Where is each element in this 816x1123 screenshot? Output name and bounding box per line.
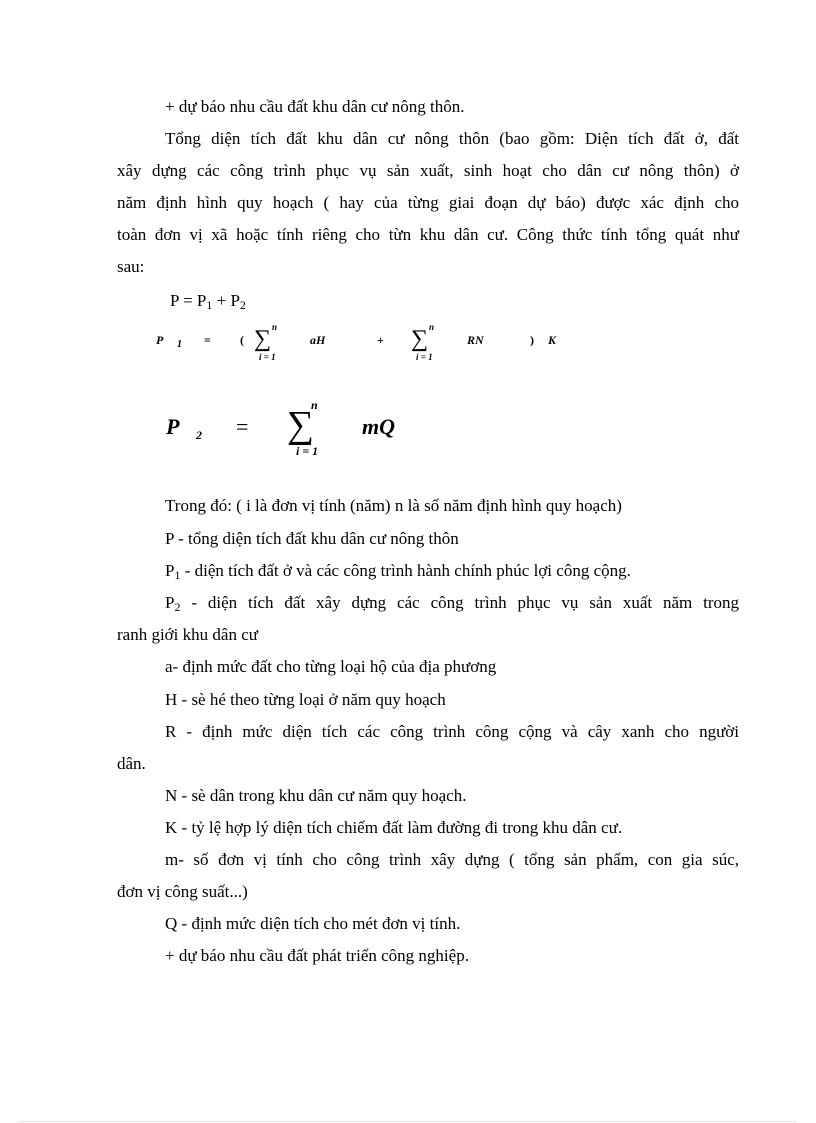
definition-p2-symbol: P — [165, 593, 175, 612]
formula-p1-lhs-sub: 1 — [177, 339, 182, 350]
definition-h: H - sè hé theo từng loại ở năm quy hoạch — [165, 690, 446, 709]
heading-industrial-forecast: + dự báo nhu cầu đất phát triển công nghiệp. — [165, 946, 469, 965]
formula-total-text-a: P = P — [170, 291, 207, 310]
formula-p1-lower-2: i = 1 — [416, 352, 433, 362]
definition-p1-text: - diện tích đất ở và các công trình hành chính phúc lợi công cộng. — [180, 561, 631, 580]
formula-p1-close-paren: ) — [530, 333, 534, 347]
formula-p1-sigma-1: ∑ — [254, 326, 272, 352]
definition-r-cont: dân. — [117, 754, 146, 773]
definition-a: a- định mức đất cho từng loại hộ của địa phương — [165, 657, 497, 676]
formula-p2-equals: = — [236, 414, 249, 439]
definition-n: N - sè dân trong khu dân cư năm quy hoạch. — [165, 786, 467, 805]
paragraph-line: Tổng diện tích đất khu dân cư nông thôn (bao gồm: Diện tích đất ở, đất — [165, 129, 739, 148]
formula-p2-lhs-sub: 2 — [196, 428, 202, 442]
paragraph-line: toàn đơn vị xã hoặc tính riêng cho từn khu dân cư. Công thức tính tổng quát như — [117, 225, 739, 244]
formula-p1-lower-1: i = 1 — [259, 352, 276, 362]
definition-p1-symbol: P — [165, 561, 175, 580]
definition-m: m- số đơn vị tính cho công trình xây dựng ( tổng sản phẩm, con gia súc, — [165, 850, 739, 869]
formula-p1-plus: + — [377, 333, 384, 347]
definition-q: Q - định mức diện tích cho mét đơn vị tính. — [165, 914, 461, 933]
formula-p1-term-ah: aH — [310, 333, 326, 347]
definition-r: R - định mức diện tích các công trình công cộng và cây xanh cho người — [165, 722, 739, 741]
formula-p1-sigma-2: ∑ — [411, 326, 429, 352]
definition-p2-sub: 2 — [174, 600, 181, 614]
formula-p2-upper: n — [311, 398, 318, 412]
formula-p2-lhs: P — [166, 414, 180, 439]
definition-p2-cont: ranh giới khu dân cư — [117, 625, 258, 644]
paragraph-line: sau: — [117, 257, 145, 276]
definition-p1-sub: 1 — [174, 568, 181, 582]
formula-total-text-b: + P — [212, 291, 240, 310]
formula-p1-upper-1: n — [272, 322, 278, 332]
formula-p1-equals: = — [204, 333, 211, 347]
definition-intro: Trong đó: ( i là đơn vị tính (năm) n là số năm định hình quy hoạch) — [165, 496, 622, 515]
formula-total — [170, 290, 246, 312]
formula-p2-lower: i = 1 — [296, 444, 319, 458]
definition-p2-text: - diện tích đất xây dựng các công trình phục vụ sản xuất năm trong — [180, 593, 739, 612]
definition-p2 — [165, 592, 739, 614]
formula-p1-lhs: P — [156, 333, 164, 347]
definition-m-cont: đơn vị công suất...) — [117, 882, 248, 901]
paragraph-line: năm định hình quy hoạch ( hay của từng giai đoạn dự báo) được xác định cho — [117, 193, 739, 212]
formula-p1-k: K — [548, 333, 557, 347]
heading-residential-forecast: + dự báo nhu cầu đất khu dân cư nông thôn. — [165, 97, 465, 116]
formula-p1-open-paren: ( — [240, 333, 244, 347]
paragraph-line: xây dựng các công trình phục vụ sản xuất, sinh hoạt cho dân cư nông thôn) ở — [117, 161, 739, 180]
formula-total-sub1: 1 — [206, 298, 213, 312]
formula-p2-sigma: ∑ — [287, 404, 315, 446]
formula-p1-term-rn: RN — [467, 333, 484, 347]
formula-total-sub2: 2 — [239, 298, 246, 312]
formula-p1-upper-2: n — [429, 322, 435, 332]
definition-p1 — [165, 560, 631, 582]
definition-k: K - tỷ lệ hợp lý diện tích chiếm đất làm đường đi trong khu dân cư. — [165, 818, 623, 837]
definition-p: P - tổng diện tích đất khu dân cư nông thôn — [165, 529, 459, 548]
footer-divider — [20, 1121, 796, 1122]
formula-p2-term-mq: mQ — [362, 414, 395, 439]
